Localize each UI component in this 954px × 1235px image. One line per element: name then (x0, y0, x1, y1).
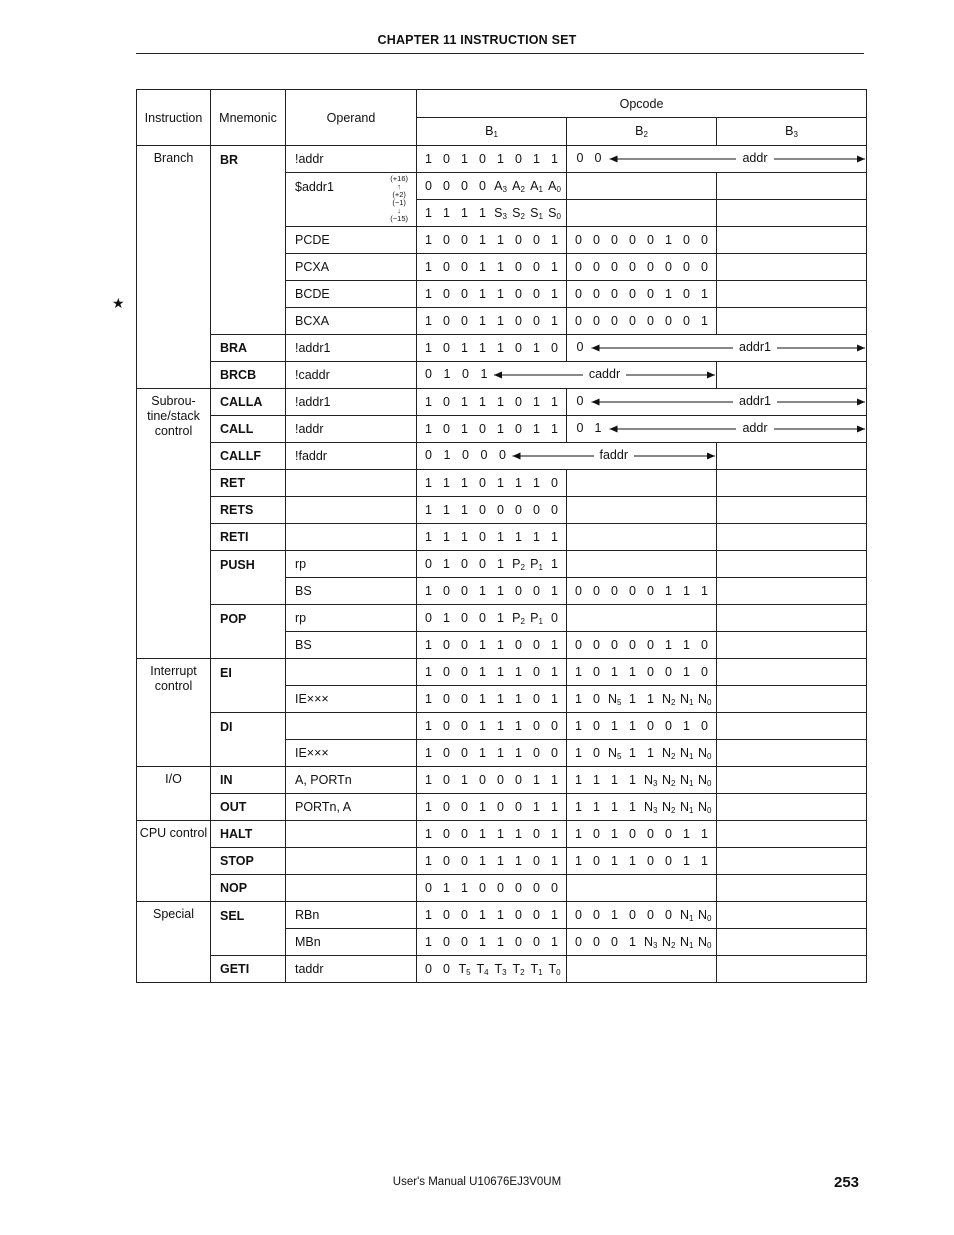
opcode-b2: 1 0 1 1 0 0 1 0 (567, 713, 717, 740)
table-row (137, 389, 867, 416)
operand-cell: PCDE (286, 227, 417, 254)
field-arrow (567, 389, 867, 415)
category-subroutine: Subrou- tine/stack control (137, 389, 211, 659)
mnemonic-cell: RETI (211, 524, 286, 551)
opcode-b1: 1 0 0 1 1 0 0 1 (417, 929, 567, 956)
opcode-b1: 0 1 1 0 0 0 0 0 (417, 875, 567, 902)
operand-cell (286, 497, 417, 524)
opcode-b2 (567, 497, 717, 524)
opcode-b1: 1 0 1 1 1 0 1 0 (417, 335, 567, 362)
opcode-b1: 1 0 0 1 1 0 0 1 (417, 254, 567, 281)
opcode-b2: 1 0 $N_5$ 1 1 $N_2$ $N_1$ $N_0$ (567, 686, 717, 713)
mnemonic-cell: NOP (211, 875, 286, 902)
opcode-b2 (567, 605, 717, 632)
field-arrow (567, 146, 867, 172)
table-row (137, 848, 867, 875)
header-b3: $B_3$ (717, 118, 867, 146)
mnemonic-cell: CALLF (211, 443, 286, 470)
operand-cell: BS (286, 578, 417, 605)
opcode-b3 (717, 308, 867, 335)
opcode-b2: 0 0 0 1 $N_3$ $N_2$ $N_1$ $N_0$ (567, 929, 717, 956)
opcode-b1: 1 0 0 1 1 0 0 1 (417, 632, 567, 659)
opcode-b1: 0 0 0 0 $A_3$ $A_2$ $A_1$ $A_0$ (417, 173, 567, 200)
opcode-b1: 1 0 0 1 1 0 0 1 (417, 578, 567, 605)
mnemonic-cell: GETI (211, 956, 286, 983)
opcode-b3 (717, 794, 867, 821)
opcode-b2 (567, 956, 717, 983)
operand-cell: !caddr (286, 362, 417, 389)
opcode-b1: 1 0 0 1 1 1 0 1 (417, 821, 567, 848)
operand-cell: !addr1 (286, 335, 417, 362)
mnemonic-cell: BRA (211, 335, 286, 362)
mnemonic-cell: SEL (211, 902, 286, 956)
opcode-b2 (567, 470, 717, 497)
opcode-b1-b2-span: 0 1 0 0 0 faddr (417, 443, 717, 470)
range-annotation: (+16) ↑ (+2) (−1) ↓ (−15) (390, 174, 408, 223)
operand-cell: PCXA (286, 254, 417, 281)
opcode-b2 (567, 200, 717, 227)
opcode-b2: 0 0 0 0 0 1 1 1 (567, 578, 717, 605)
table-row (137, 902, 867, 929)
page-number: 253 (834, 1174, 860, 1191)
opcode-b3 (717, 875, 867, 902)
category-io: I/O (137, 767, 211, 821)
chapter-heading: CHAPTER 11 INSTRUCTION SET (377, 33, 577, 47)
table-row (137, 335, 867, 362)
table-row (137, 524, 867, 551)
table-row (137, 470, 867, 497)
opcode-b1: 1 1 1 0 0 0 0 0 (417, 497, 567, 524)
opcode-b2: 1 1 1 1 $N_3$ $N_2$ $N_1$ $N_0$ (567, 767, 717, 794)
opcode-b1: 1 0 0 1 1 1 0 0 (417, 713, 567, 740)
mnemonic-cell: OUT (211, 794, 286, 821)
table-row (137, 821, 867, 848)
opcode-b1: 1 0 0 1 1 0 0 1 (417, 227, 567, 254)
opcode-b3 (717, 281, 867, 308)
opcode-b3 (717, 848, 867, 875)
operand-cell (286, 524, 417, 551)
table-row (137, 605, 867, 632)
field-label: faddr (594, 448, 635, 462)
table-row (137, 713, 867, 740)
mnemonic-cell: CALL (211, 416, 286, 443)
operand-cell: RBn (286, 902, 417, 929)
opcode-b3 (717, 200, 867, 227)
opcode-b2: 0 0 0 0 0 1 0 0 (567, 227, 717, 254)
opcode-b2: 0 0 1 0 0 0 $N_1$ $N_0$ (567, 902, 717, 929)
category-branch: Branch (137, 146, 211, 389)
mnemonic-cell: POP (211, 605, 286, 659)
field-label: addr1 (733, 394, 777, 408)
opcode-b1: 1 0 0 1 1 0 0 1 (417, 902, 567, 929)
header-mnemonic: Mnemonic (211, 90, 286, 146)
operand-cell (286, 659, 417, 686)
opcode-b1: 1 0 1 0 0 0 1 1 (417, 767, 567, 794)
opcode-b3 (717, 686, 867, 713)
opcode-b3 (717, 470, 867, 497)
opcode-b1: 0 1 0 0 1 $P_2$ $P_1$ 1 (417, 551, 567, 578)
table-row (137, 443, 867, 470)
field-arrow (417, 443, 717, 469)
opcode-b3 (717, 524, 867, 551)
opcode-b2-b3-span: 0 1 addr (567, 416, 867, 443)
opcode-b3 (717, 821, 867, 848)
mnemonic-cell: CALLA (211, 389, 286, 416)
opcode-b1: 1 0 0 1 1 1 0 1 (417, 659, 567, 686)
opcode-b1: 1 0 0 1 1 1 0 1 (417, 686, 567, 713)
operand-cell (286, 821, 417, 848)
opcode-b3 (717, 227, 867, 254)
field-arrow (567, 416, 867, 442)
opcode-b3 (717, 767, 867, 794)
operand-cell: taddr (286, 956, 417, 983)
opcode-b3 (717, 902, 867, 929)
operand-cell (286, 848, 417, 875)
opcode-b2: 1 1 1 1 $N_3$ $N_2$ $N_1$ $N_0$ (567, 794, 717, 821)
opcode-b2 (567, 173, 717, 200)
table-row (137, 146, 867, 173)
field-label: caddr (583, 367, 626, 381)
opcode-b1: 0 0 $T_5$ $T_4$ $T_3$ $T_2$ $T_1$ $T_0$ (417, 956, 567, 983)
mnemonic-cell: HALT (211, 821, 286, 848)
operand-cell: MBn (286, 929, 417, 956)
operand-cell: rp (286, 605, 417, 632)
opcode-b2: 0 0 0 0 0 1 0 1 (567, 281, 717, 308)
header-rule (136, 53, 864, 54)
mnemonic-cell: PUSH (211, 551, 286, 605)
operand-cell: BCDE (286, 281, 417, 308)
header-operand: Operand (286, 90, 417, 146)
opcode-b2: 0 0 0 0 0 1 1 0 (567, 632, 717, 659)
opcode-b1: 1 1 1 0 1 1 1 1 (417, 524, 567, 551)
operand-cell: !addr (286, 416, 417, 443)
mnemonic-cell: EI (211, 659, 286, 713)
header-opcode: Opcode (417, 90, 867, 118)
opcode-b3 (717, 632, 867, 659)
opcode-b1: 1 0 1 1 1 0 1 1 (417, 389, 567, 416)
field-label: addr (736, 151, 773, 165)
table-row (137, 416, 867, 443)
instruction-table (136, 89, 867, 983)
category-special: Special (137, 902, 211, 983)
opcode-b1: 1 0 0 1 1 0 0 1 (417, 281, 567, 308)
operand-cell: BS (286, 632, 417, 659)
operand-cell (286, 875, 417, 902)
opcode-b2-b3-span: 0 0 addr (567, 146, 867, 173)
footer-manual: User's Manual U10676EJ3V0UM (392, 1176, 562, 1188)
operand-cell: A, PORTn (286, 767, 417, 794)
field-label: addr (736, 421, 773, 435)
opcode-b1: 0 1 0 0 1 $P_2$ $P_1$ 0 (417, 605, 567, 632)
header-b1: $B_1$ (417, 118, 567, 146)
operand-cell (286, 470, 417, 497)
opcode-b1: 1 0 0 1 1 1 0 0 (417, 740, 567, 767)
operand-cell: rp (286, 551, 417, 578)
opcode-b2: 0 0 0 0 0 0 0 1 (567, 308, 717, 335)
mnemonic-cell: DI (211, 713, 286, 767)
opcode-b3 (717, 740, 867, 767)
table-row (137, 956, 867, 983)
opcode-b1: 1 0 1 0 1 0 1 1 (417, 146, 567, 173)
opcode-b2: 0 0 0 0 0 0 0 0 (567, 254, 717, 281)
operand-cell: BCXA (286, 308, 417, 335)
header-instruction: Instruction (137, 90, 211, 146)
opcode-b3 (717, 173, 867, 200)
opcode-b2 (567, 524, 717, 551)
mnemonic-cell: STOP (211, 848, 286, 875)
field-arrow (567, 335, 867, 361)
opcode-b2: 1 0 $N_5$ 1 1 $N_2$ $N_1$ $N_0$ (567, 740, 717, 767)
table-row (137, 794, 867, 821)
operand-cell: !addr (286, 146, 417, 173)
operand-cell (286, 713, 417, 740)
opcode-b3 (717, 605, 867, 632)
table-row (137, 875, 867, 902)
opcode-b3 (717, 659, 867, 686)
revision-star-mark: ★ (112, 295, 125, 311)
header-b2: $B_2$ (567, 118, 717, 146)
instruction-table-body (137, 146, 867, 983)
opcode-b2 (567, 875, 717, 902)
opcode-b2-b3-span: 0 addr1 (567, 389, 867, 416)
mnemonic-cell: RETS (211, 497, 286, 524)
operand-cell: PORTn, A (286, 794, 417, 821)
opcode-b1: 1 1 1 0 1 1 1 0 (417, 470, 567, 497)
category-cpu: CPU control (137, 821, 211, 902)
opcode-b3 (717, 443, 867, 470)
operand-cell: $addr1 (+16) ↑ (+2) (−1) ↓ (−15) (286, 173, 417, 227)
table-row (137, 767, 867, 794)
opcode-b1-b2-span: 0 1 0 1 caddr (417, 362, 717, 389)
table-row (137, 497, 867, 524)
field-arrow (417, 362, 717, 388)
table-row (137, 362, 867, 389)
opcode-b2: 1 0 1 1 0 0 1 0 (567, 659, 717, 686)
operand-cell: !addr1 (286, 389, 417, 416)
opcode-b1: 1 0 0 1 0 0 1 1 (417, 794, 567, 821)
table-row (137, 659, 867, 686)
opcode-b2 (567, 551, 717, 578)
field-label: addr1 (733, 340, 777, 354)
table-row (137, 551, 867, 578)
opcode-b3 (717, 497, 867, 524)
opcode-b2: 1 0 1 1 0 0 1 1 (567, 848, 717, 875)
opcode-b3 (717, 929, 867, 956)
opcode-b2: 1 0 1 0 0 0 1 1 (567, 821, 717, 848)
mnemonic-cell: BR (211, 146, 286, 335)
opcode-b1: 1 0 0 1 1 0 0 1 (417, 308, 567, 335)
opcode-b3 (717, 578, 867, 605)
operand-cell: !faddr (286, 443, 417, 470)
mnemonic-cell: RET (211, 470, 286, 497)
mnemonic-cell: IN (211, 767, 286, 794)
operand-cell: IE××× (286, 686, 417, 713)
opcode-b3 (717, 254, 867, 281)
mnemonic-cell: BRCB (211, 362, 286, 389)
opcode-b3 (717, 362, 867, 389)
opcode-b1: 1 0 0 1 1 1 0 1 (417, 848, 567, 875)
opcode-b2-b3-span: 0 addr1 (567, 335, 867, 362)
opcode-b3 (717, 956, 867, 983)
opcode-b1: 1 1 1 1 $S_3$ $S_2$ $S_1$ $S_0$ (417, 200, 567, 227)
opcode-b1: 1 0 1 0 1 0 1 1 (417, 416, 567, 443)
opcode-b3 (717, 551, 867, 578)
category-interrupt: Interrupt control (137, 659, 211, 767)
opcode-b3 (717, 713, 867, 740)
operand-cell: IE××× (286, 740, 417, 767)
